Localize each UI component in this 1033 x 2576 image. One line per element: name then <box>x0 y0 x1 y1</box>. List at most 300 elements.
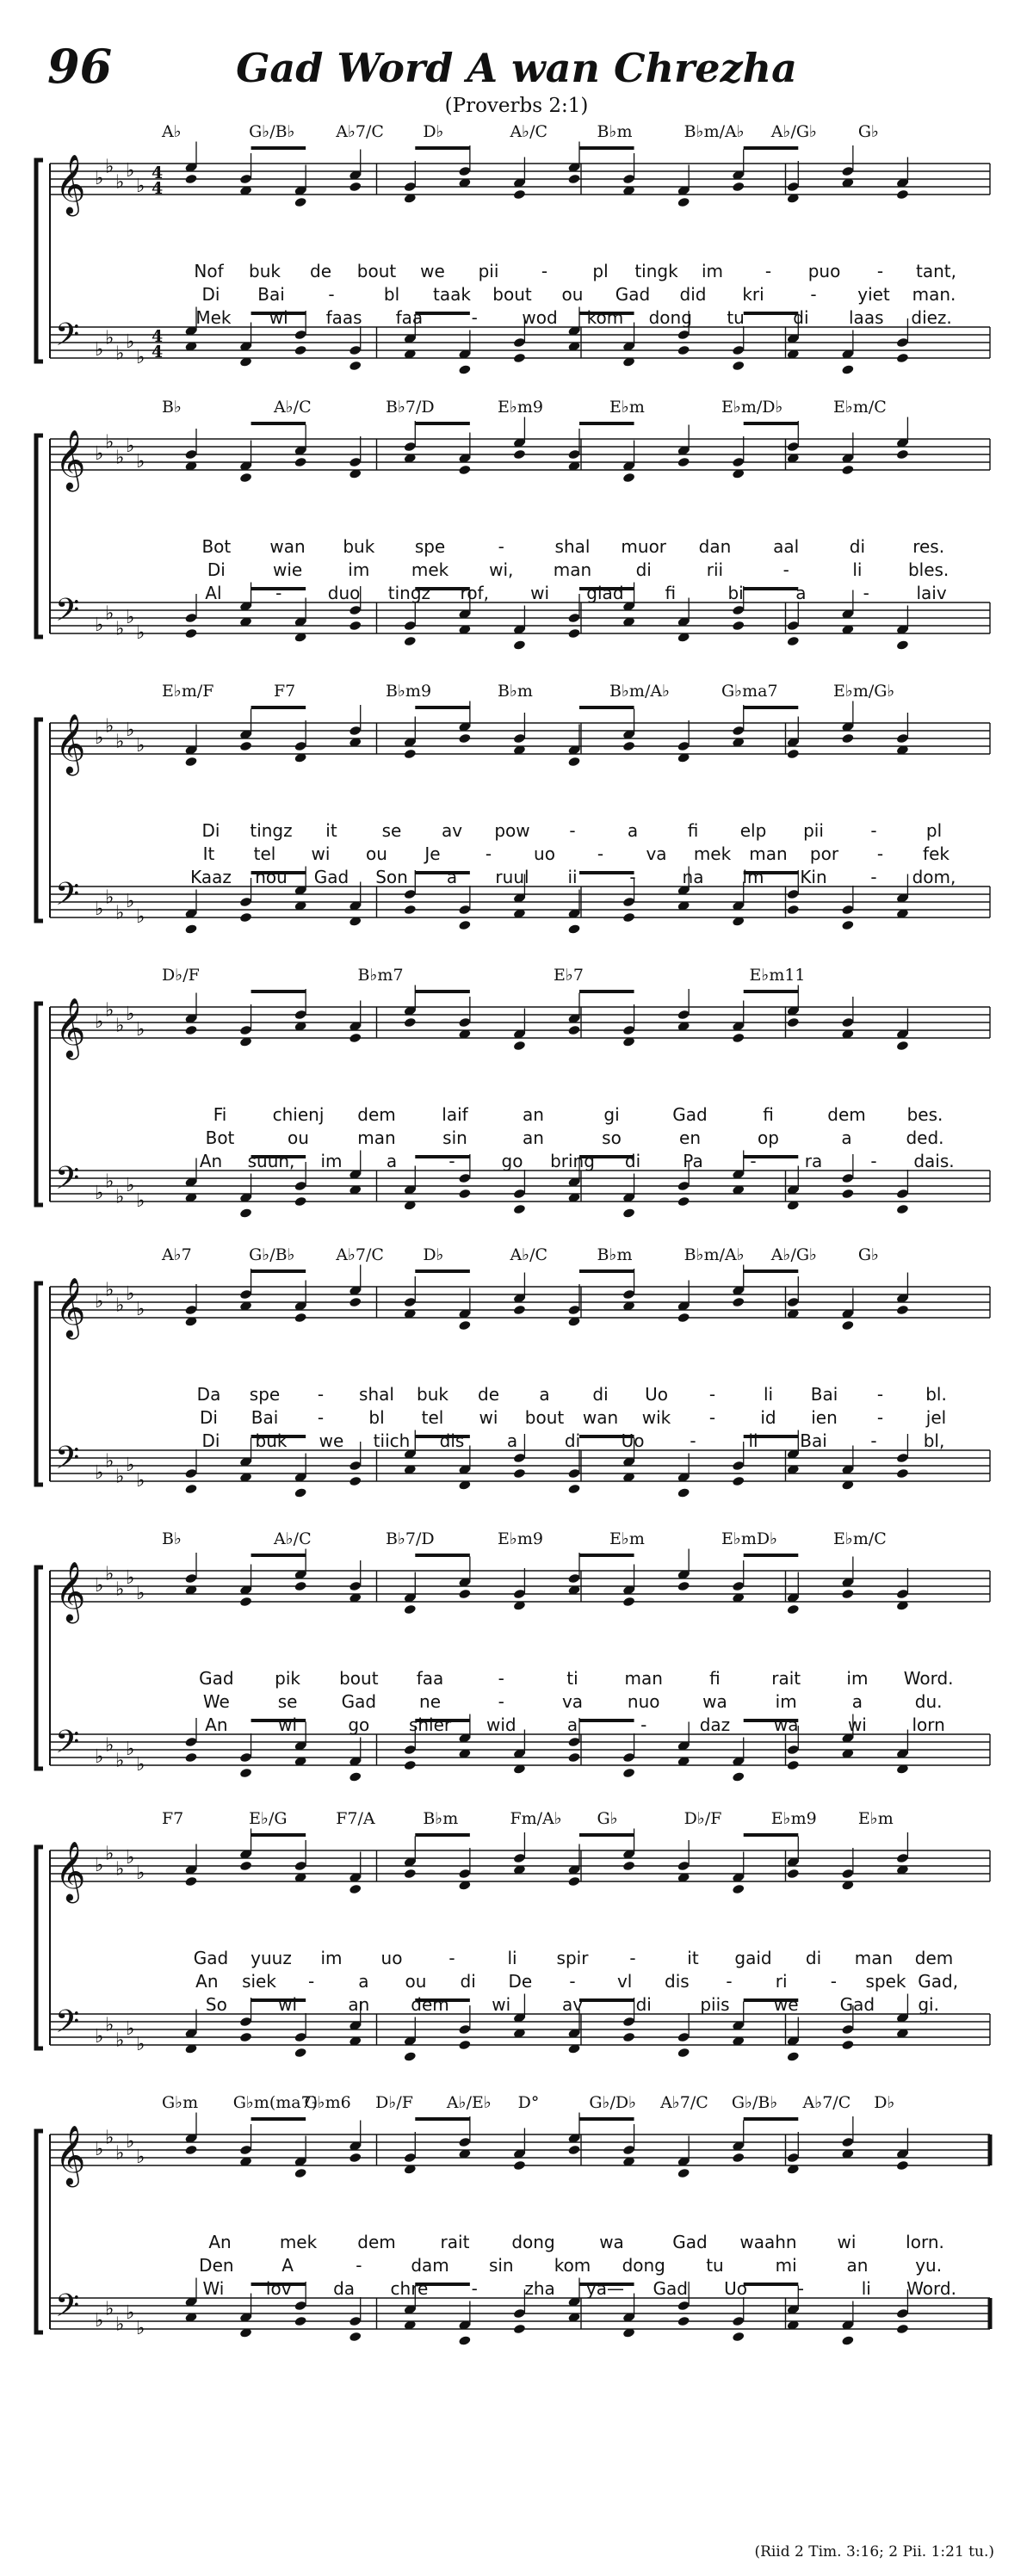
treble-note-head <box>184 1025 197 1036</box>
key-flat-icon: ♭ <box>136 347 145 368</box>
treble-note-head <box>896 189 909 201</box>
lyric-syllable: a <box>506 1430 518 1451</box>
lyric-syllable: so <box>602 1127 622 1148</box>
key-flat-icon: ♭ <box>115 2029 125 2052</box>
key-flat-icon: ♭ <box>136 2034 145 2055</box>
lyric-syllable: a <box>851 1691 863 1712</box>
lyric-syllable: - <box>726 1971 733 1992</box>
key-flat-icon: ♭ <box>95 339 104 361</box>
lyric-syllable: waahn <box>739 2232 797 2252</box>
treble-note-head <box>841 465 854 476</box>
lyric-syllable: dem <box>357 2232 396 2252</box>
chord-symbol: E♭m11 <box>749 966 806 985</box>
lyric-syllable: Uo <box>621 1430 645 1451</box>
chord-symbol: B♭m <box>498 682 533 701</box>
lyric-syllable: di <box>793 307 809 328</box>
lyric-syllable: shier <box>408 1714 452 1735</box>
time-signature-bottom: 4 <box>152 343 164 361</box>
key-flat-icon: ♭ <box>136 176 145 197</box>
bass-note-head <box>622 1208 635 1219</box>
chord-symbol: G♭/B♭ <box>249 122 295 141</box>
music-system-3 <box>0 680 1033 955</box>
chord-symbol: G♭ <box>597 1809 618 1828</box>
bass-note-head <box>239 1208 252 1219</box>
lyric-syllable: Mek <box>195 307 232 328</box>
lyric-syllable: an <box>523 1127 544 1148</box>
key-flat-icon: ♭ <box>105 1279 114 1301</box>
treble-note-head <box>841 1589 854 1600</box>
lyric-syllable: se <box>277 1691 298 1712</box>
lyric-syllable: Da <box>196 1384 221 1405</box>
treble-note-head <box>349 1297 362 1308</box>
key-flat-icon: ♭ <box>115 1750 125 1772</box>
lyric-syllable: wi <box>530 583 550 603</box>
time-signature-top: 4 <box>152 164 164 182</box>
chord-symbol: A♭7/C <box>660 2093 708 2112</box>
lyric-syllable: na <box>682 867 704 887</box>
lyric-syllable: spe <box>414 536 446 557</box>
bass-clef-icon: 𝄢 <box>55 1160 80 1204</box>
lyric-syllable: dem <box>914 1948 954 1968</box>
key-flat-icon: ♭ <box>126 1567 135 1589</box>
lyric-syllable: buk <box>417 1384 448 1405</box>
treble-note-head <box>567 1025 580 1036</box>
lyric-syllable: laiv <box>916 583 947 603</box>
lyric-syllable: av <box>441 820 463 841</box>
treble-note-head <box>677 197 690 208</box>
music-system-4 <box>0 964 1033 1239</box>
lyric-syllable: - <box>448 1948 455 1968</box>
treble-note-head <box>404 749 417 760</box>
bass-note-head <box>896 353 909 364</box>
lyric-syllable: ti <box>566 1668 578 1689</box>
system-bracket <box>36 720 43 921</box>
treble-note-head <box>622 473 635 484</box>
key-flat-icon: ♭ <box>136 1299 145 1320</box>
lyric-syllable: li <box>748 1430 758 1451</box>
lyric-syllable: tingk <box>634 261 678 281</box>
treble-note-head <box>567 1876 580 1887</box>
lyric-syllable: Son <box>375 867 408 887</box>
staff-graphic <box>0 120 1033 396</box>
lyric-syllable: - <box>308 1971 315 1992</box>
lyric-syllable: av <box>561 1994 584 2015</box>
lyric-syllable: pl <box>925 820 943 841</box>
lyric-syllable: laas <box>849 307 884 328</box>
lyric-syllable: nou <box>255 867 288 887</box>
system-bracket <box>36 1847 43 2048</box>
lyric-syllable: mi <box>775 2255 797 2276</box>
lyric-syllable: it <box>687 1948 699 1968</box>
lyric-syllable: ruul <box>495 867 529 887</box>
lyric-syllable: mek <box>693 843 732 864</box>
key-flat-icon: ♭ <box>126 436 135 457</box>
treble-note-head <box>458 1589 471 1600</box>
key-flat-icon: ♭ <box>126 160 135 182</box>
lyric-syllable: ri <box>775 1971 788 1992</box>
treble-note-head <box>349 2153 362 2164</box>
lyric-syllable: - <box>870 1430 877 1451</box>
time-signature-bottom: 4 <box>152 179 164 198</box>
lyric-syllable: go <box>348 1714 370 1735</box>
lyric-syllable: - <box>328 284 335 305</box>
key-flat-icon: ♭ <box>105 886 114 909</box>
bass-note-head <box>458 1189 471 1200</box>
lyric-syllable: di <box>849 536 866 557</box>
lyric-syllable: faas <box>325 307 362 328</box>
lyric-syllable: - <box>708 1384 716 1405</box>
key-flat-icon: ♭ <box>115 902 125 924</box>
lyric-syllable: Al <box>205 583 222 603</box>
lyric-syllable: a <box>627 820 639 841</box>
lyric-syllable: - <box>750 1151 757 1171</box>
key-flat-icon: ♭ <box>95 727 104 749</box>
system-bracket <box>36 1283 43 1485</box>
lyric-syllable: im <box>320 1151 343 1171</box>
chord-symbol: E♭m <box>609 1529 645 1548</box>
lyric-syllable: - <box>870 867 877 887</box>
lyric-syllable: piis <box>700 1994 730 2015</box>
bass-note-head <box>841 920 854 931</box>
lyric-syllable: ou <box>366 843 387 864</box>
bass-note-head <box>294 1196 306 1208</box>
lyric-syllable: Uo <box>645 1384 668 1405</box>
bass-note-head <box>787 905 800 916</box>
treble-note-head <box>896 1041 909 1052</box>
lyric-syllable: di <box>635 1994 652 2015</box>
lyric-syllable: vl <box>616 1971 633 1992</box>
chord-symbol: E♭m/C <box>833 1529 887 1548</box>
lyric-syllable: tingz <box>250 820 293 841</box>
lyric-syllable: va <box>646 843 667 864</box>
chord-symbol: B♭m <box>597 1245 633 1264</box>
music-system-5 <box>0 1244 1033 1519</box>
key-flat-icon: ♭ <box>136 735 145 757</box>
bass-note-head <box>896 1468 909 1480</box>
lyric-syllable: Nof <box>194 261 224 281</box>
treble-note-head <box>567 757 580 768</box>
lyric-syllable: a <box>841 1127 852 1148</box>
lyric-syllable: bout <box>356 261 397 281</box>
chord-symbol: B♭m <box>423 1809 459 1828</box>
key-flat-icon: ♭ <box>115 343 125 365</box>
treble-note-head <box>732 1884 745 1895</box>
bass-note-head <box>513 639 526 651</box>
lyric-syllable: gaid <box>734 1948 772 1968</box>
bass-note-head <box>841 2040 854 2051</box>
treble-note-head <box>294 1581 306 1592</box>
key-flat-icon: ♭ <box>136 1470 145 1492</box>
bass-note-head <box>294 2048 306 2059</box>
lyric-syllable: We <box>202 1691 230 1712</box>
lyric-syllable: ou <box>561 284 584 305</box>
treble-note-head <box>896 1305 909 1316</box>
key-flat-icon: ♭ <box>95 1855 104 1876</box>
lyric-syllable: Gad <box>193 1948 229 1968</box>
bass-clef-icon: 𝄢 <box>55 876 80 920</box>
lyric-syllable: taak <box>433 284 471 305</box>
lyric-syllable: man <box>553 559 592 580</box>
lyric-syllable: kom <box>586 307 624 328</box>
chord-symbol: E♭m9 <box>498 398 543 417</box>
chord-symbol: D♭/F <box>684 1809 722 1828</box>
bass-note-head <box>294 1487 306 1498</box>
key-flat-icon: ♭ <box>105 327 114 349</box>
lyric-syllable: dam <box>411 2255 449 2276</box>
lyric-syllable: wa <box>702 1691 727 1712</box>
lyric-syllable: An <box>199 1151 223 1171</box>
lyric-syllable: im <box>701 261 724 281</box>
chord-symbol: E♭m <box>857 1809 894 1828</box>
chord-symbol: F7 <box>274 682 296 701</box>
lyric-syllable: wan <box>582 1407 619 1428</box>
chord-symbol: A♭ <box>162 122 182 141</box>
lyric-syllable: Di <box>201 1430 220 1451</box>
key-flat-icon: ♭ <box>105 715 114 738</box>
lyric-syllable: im <box>742 867 764 887</box>
lyric-syllable: Gad <box>199 1668 234 1689</box>
treble-note-head <box>732 1297 745 1308</box>
lyric-syllable: im <box>846 1668 869 1689</box>
treble-note-head <box>896 449 909 460</box>
lyric-syllable: - <box>498 1691 504 1712</box>
bass-note-head <box>567 1752 580 1764</box>
bass-note-head <box>732 1771 745 1782</box>
lyric-syllable: - <box>690 1430 696 1451</box>
chord-symbol: B♭7/D <box>386 398 435 417</box>
bass-note-head <box>184 1752 197 1764</box>
lyric-syllable: tingz <box>387 583 431 603</box>
chord-symbol: D♭/F <box>375 2093 413 2112</box>
lyric-syllable: Bot <box>205 1127 235 1148</box>
lyric-syllable: - <box>764 261 772 281</box>
key-flat-icon: ♭ <box>95 1462 104 1484</box>
bass-note-head <box>184 1484 197 1495</box>
key-flat-icon: ♭ <box>105 1563 114 1585</box>
lyric-syllable: jel <box>925 1407 947 1428</box>
bass-note-head <box>349 621 362 632</box>
bass-note-head <box>896 1204 909 1215</box>
treble-note-head <box>239 473 252 484</box>
treble-note-head <box>294 457 306 468</box>
treble-note-head <box>513 449 526 460</box>
lyric-syllable: Gad, <box>918 1971 959 1992</box>
lyric-syllable: dan <box>698 536 732 557</box>
treble-note-head <box>404 1604 417 1615</box>
lyric-syllable: wi <box>479 1407 498 1428</box>
bass-note-head <box>239 2032 252 2043</box>
lyric-syllable: an <box>846 2255 869 2276</box>
lyric-syllable: Word. <box>906 2278 956 2299</box>
bass-note-head <box>787 2051 800 2062</box>
key-flat-icon: ♭ <box>105 2127 114 2149</box>
bass-note-head <box>404 2051 417 2062</box>
treble-note-head <box>677 1581 690 1592</box>
lyric-syllable: wi <box>269 307 288 328</box>
treble-note-head <box>458 1320 471 1331</box>
lyric-syllable: aal <box>773 536 800 557</box>
treble-clef-icon: 𝄞 <box>55 154 86 214</box>
system-bracket <box>36 160 43 361</box>
key-flat-icon: ♭ <box>95 2026 104 2048</box>
music-system-2 <box>0 396 1033 671</box>
lyric-syllable: man. <box>912 284 956 305</box>
lyric-syllable: we <box>420 261 445 281</box>
lyric-syllable: spir <box>556 1948 589 1968</box>
treble-note-head <box>622 1861 635 1872</box>
time-signature-top: 4 <box>152 327 164 346</box>
bass-clef-icon: 𝄢 <box>55 2004 80 2048</box>
lyric-syllable: Gad <box>672 2232 708 2252</box>
treble-note-head <box>622 741 635 752</box>
lyric-syllable: tu <box>706 2255 724 2276</box>
key-flat-icon: ♭ <box>136 2147 145 2168</box>
music-system-7 <box>0 1807 1033 2083</box>
lyric-syllable: - <box>485 843 492 864</box>
lyric-syllable: Di <box>201 820 220 841</box>
bass-note-head <box>404 1760 417 1771</box>
lyric-syllable: dis <box>664 1971 690 1992</box>
bass-note-head <box>294 345 306 356</box>
lyric-syllable: id <box>760 1407 776 1428</box>
lyric-syllable: im <box>320 1948 343 1968</box>
lyric-syllable: buk <box>343 536 375 557</box>
lyric-syllable: im <box>775 1691 797 1712</box>
lyric-syllable: gi. <box>918 1994 939 2015</box>
bass-note-head <box>458 2040 471 2051</box>
key-flat-icon: ♭ <box>136 622 145 644</box>
lyric-syllable: Gad <box>615 284 651 305</box>
lyric-syllable: wod <box>522 307 558 328</box>
chord-symbol: A♭/C <box>274 398 312 417</box>
music-system-6 <box>0 1528 1033 1803</box>
treble-clef-icon: 𝄞 <box>55 1277 86 1337</box>
key-flat-icon: ♭ <box>126 1847 135 1869</box>
treble-note-head <box>732 2153 745 2164</box>
chord-symbol: G♭m(ma7) <box>232 2093 319 2112</box>
treble-clef-icon: 𝄞 <box>55 1841 86 1901</box>
lyric-syllable: bi <box>727 583 744 603</box>
lyric-syllable: en <box>679 1127 701 1148</box>
treble-note-head <box>677 1313 690 1324</box>
lyric-syllable: suun, <box>247 1151 295 1171</box>
lyric-syllable: ien <box>811 1407 838 1428</box>
key-flat-icon: ♭ <box>126 2018 135 2040</box>
lyric-syllable: - <box>830 1971 837 1992</box>
staff-graphic <box>0 396 1033 671</box>
lyric-syllable: rait <box>771 1668 801 1689</box>
bass-note-head <box>349 1476 362 1487</box>
key-flat-icon: ♭ <box>126 331 135 353</box>
chord-symbol: B♭ <box>162 1529 182 1548</box>
treble-note-head <box>404 1017 417 1029</box>
lyric-syllable: pik <box>275 1668 300 1689</box>
lyric-syllable: daz <box>699 1714 731 1735</box>
bass-clef-icon: 𝄢 <box>55 317 80 361</box>
lyric-syllable: - <box>569 1971 576 1992</box>
bass-note-head <box>513 1468 526 1480</box>
treble-note-head <box>787 749 800 760</box>
key-flat-icon: ♭ <box>105 602 114 625</box>
lyric-syllable: An <box>195 1971 219 1992</box>
lyric-syllable: Gad <box>341 1691 377 1712</box>
lyric-syllable: lorn <box>912 1714 945 1735</box>
key-flat-icon: ♭ <box>126 1739 135 1760</box>
treble-note-head <box>184 757 197 768</box>
treble-note-head <box>513 1305 526 1316</box>
treble-note-head <box>841 1320 854 1331</box>
lyric-syllable: di <box>592 1384 609 1405</box>
key-flat-icon: ♭ <box>126 2302 135 2324</box>
bass-note-head <box>732 1476 745 1487</box>
lyric-syllable: pow <box>494 820 530 841</box>
key-flat-icon: ♭ <box>115 447 125 469</box>
staff-graphic <box>0 2091 1033 2367</box>
lyric-syllable: man <box>624 1668 663 1689</box>
lyric-syllable: - <box>797 2278 805 2299</box>
bass-clef-icon: 𝄢 <box>55 592 80 636</box>
key-flat-icon: ♭ <box>115 1858 125 1881</box>
lyric-syllable: lov <box>265 2278 292 2299</box>
lyric-syllable: lorn. <box>906 2232 944 2252</box>
lyric-syllable: diez. <box>911 307 952 328</box>
key-flat-icon: ♭ <box>105 999 114 1022</box>
key-flat-icon: ♭ <box>115 2142 125 2165</box>
system-bracket <box>36 1567 43 1769</box>
lyric-syllable: dem <box>827 1104 866 1125</box>
lyric-syllable: di <box>635 559 652 580</box>
lyric-syllable: spek <box>865 1971 906 1992</box>
lyric-syllable: - <box>569 820 576 841</box>
bass-note-head <box>677 2048 690 2059</box>
key-flat-icon: ♭ <box>136 2318 145 2339</box>
key-flat-icon: ♭ <box>95 168 104 189</box>
staff-graphic <box>0 1528 1033 1803</box>
chord-symbol: E♭m9 <box>770 1809 817 1828</box>
treble-clef-icon: 𝄞 <box>55 713 86 774</box>
lyric-syllable: dem <box>357 1104 396 1125</box>
key-flat-icon: ♭ <box>115 1466 125 1488</box>
hymn-title: Gad Word A wan Chrezha <box>236 45 797 91</box>
lyric-syllable: dong <box>648 307 692 328</box>
treble-note-head <box>732 182 745 193</box>
lyric-syllable: An <box>205 1714 228 1735</box>
lyric-syllable: duo <box>327 583 361 603</box>
lyric-syllable: Di <box>200 1407 218 1428</box>
lyric-syllable: go <box>501 1151 523 1171</box>
lyric-syllable: spe <box>249 1384 281 1405</box>
chord-symbol: D♭ <box>423 1245 444 1264</box>
bass-note-head <box>567 1484 580 1495</box>
lyric-syllable: - <box>317 1407 325 1428</box>
staff-graphic <box>0 1244 1033 1519</box>
lyric-syllable: an <box>523 1104 544 1125</box>
lyric-syllable: li <box>861 2278 871 2299</box>
lyric-syllable: Den <box>199 2255 234 2276</box>
key-flat-icon: ♭ <box>136 1863 145 1884</box>
lyric-syllable: fi <box>687 820 699 841</box>
lyric-syllable: kri <box>742 284 764 305</box>
lyric-syllable: did <box>679 284 707 305</box>
lyric-syllable: im <box>348 559 370 580</box>
treble-clef-icon: 𝄞 <box>55 998 86 1058</box>
chord-symbol: A♭7/C <box>802 2093 851 2112</box>
treble-note-head <box>294 1313 306 1324</box>
key-flat-icon: ♭ <box>105 1450 114 1473</box>
key-flat-icon: ♭ <box>95 899 104 920</box>
lyric-syllable: pii <box>478 261 499 281</box>
lyric-syllable: tant, <box>916 261 956 281</box>
